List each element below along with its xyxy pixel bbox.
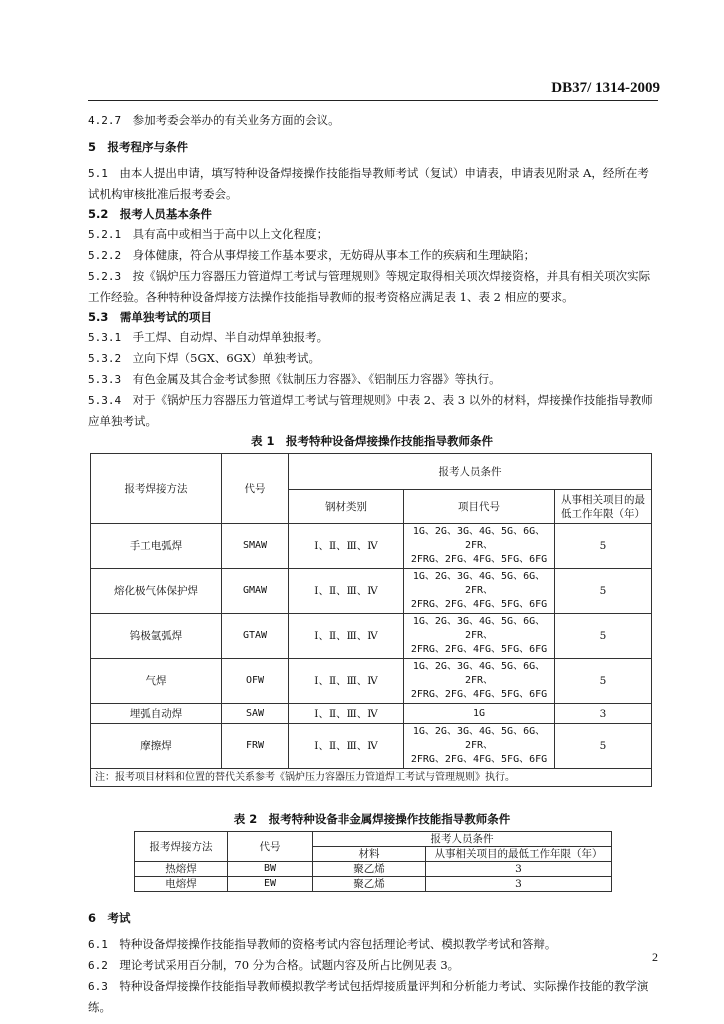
table-2-title: 表 2 报考特种设备非金属焊接操作技能指导教师条件 xyxy=(233,812,511,826)
t1-steel: Ⅰ、Ⅱ、Ⅲ、Ⅳ xyxy=(289,704,404,724)
table-row xyxy=(91,659,652,704)
document-body xyxy=(88,110,656,1017)
t1-item: 1G、2G、3G、4G、5G、6G、2FR、 2FRG、2FG、4FG、5FG、6FG xyxy=(404,524,555,569)
t1-code: GMAW xyxy=(222,569,289,614)
t1-header-steel: 钢材类别 xyxy=(289,490,404,524)
t2-header-material: 材料 xyxy=(313,847,426,862)
t2-method: 热熔焊 xyxy=(135,862,228,877)
clause-5-1: 5.1 由本人提出申请，填写特种设备焊接操作技能指导教师考试（复试）申请表，申请表见附录 A，经所在考试机构审核批准后报考委会。 xyxy=(88,166,649,201)
clause-5-3-4: 5.3.4 对于《锅炉压力容器压力管道焊工考试与管理规则》中表 2、表 3 以外的材料，焊接操作技能指导教师应单独考试。 xyxy=(88,393,653,428)
header-rule xyxy=(88,100,658,101)
t1-method: 埋弧自动焊 xyxy=(91,704,222,724)
t1-years: 5 xyxy=(555,614,652,659)
t1-item: 1G、2G、3G、4G、5G、6G、2FR、 2FRG、2FG、4FG、5FG、6FG xyxy=(404,614,555,659)
table-2 xyxy=(134,831,612,892)
t1-item: 1G xyxy=(404,704,555,724)
t2-header-conditions: 报考人员条件 xyxy=(313,832,612,847)
t1-method: 手工电弧焊 xyxy=(91,524,222,569)
t2-years: 3 xyxy=(426,877,612,892)
t1-header-code: 代号 xyxy=(222,454,289,524)
page-number: 2 xyxy=(652,950,658,964)
t2-header-code: 代号 xyxy=(228,832,313,862)
clause-5-3-3: 5.3.3 有色金属及其合金考试参照《钛制压力容器》、《铝制压力容器》等执行。 xyxy=(88,372,501,386)
t1-years: 5 xyxy=(555,569,652,614)
t1-code: OFW xyxy=(222,659,289,704)
t2-code: EW xyxy=(228,877,313,892)
t2-header-years: 从事相关项目的最低工作年限（年） xyxy=(426,847,612,862)
t1-note: 注：报考项目材料和位置的替代关系参考《锅炉压力容器压力管道焊工考试与管理规则》执行。 xyxy=(91,769,652,787)
table-row xyxy=(135,862,612,877)
table-row xyxy=(135,877,612,892)
t1-header-method: 报考焊接方法 xyxy=(91,454,222,524)
section-5-2-heading: 5.2 报考人员基本条件 xyxy=(88,207,212,221)
t1-item: 1G、2G、3G、4G、5G、6G、2FR、 2FRG、2FG、4FG、5FG、6FG xyxy=(404,569,555,614)
t1-header-conditions: 报考人员条件 xyxy=(289,454,652,490)
table-row xyxy=(91,524,652,569)
t2-material: 聚乙烯 xyxy=(313,862,426,877)
t1-header-item: 项目代号 xyxy=(404,490,555,524)
t1-steel: Ⅰ、Ⅱ、Ⅲ、Ⅳ xyxy=(289,614,404,659)
t2-years: 3 xyxy=(426,862,612,877)
t1-steel: Ⅰ、Ⅱ、Ⅲ、Ⅳ xyxy=(289,569,404,614)
t1-steel: Ⅰ、Ⅱ、Ⅲ、Ⅳ xyxy=(289,524,404,569)
t1-code: FRW xyxy=(222,724,289,769)
t1-method: 气焊 xyxy=(91,659,222,704)
t1-code: SAW xyxy=(222,704,289,724)
t1-item: 1G、2G、3G、4G、5G、6G、2FR、 2FRG、2FG、4FG、5FG、6FG xyxy=(404,724,555,769)
clause-5-2-2: 5.2.2 身体健康，符合从事焊接工作基本要求，无妨碍从事本工作的疾病和生理缺陷； xyxy=(88,248,536,262)
table-row xyxy=(91,569,652,614)
clause-5-2-1: 5.2.1 具有高中或相当于高中以上文化程度； xyxy=(88,227,329,241)
table-1 xyxy=(90,453,652,787)
t2-material: 聚乙烯 xyxy=(313,877,426,892)
table-row xyxy=(91,704,652,724)
t1-method: 摩擦焊 xyxy=(91,724,222,769)
clause-5-3-1: 5.3.1 手工焊、自动焊、半自动焊单独报考。 xyxy=(88,330,329,344)
section-6-heading: 6 考试 xyxy=(88,911,131,925)
standard-code: DB37/ 1314-2009 xyxy=(551,80,660,96)
t1-years: 5 xyxy=(555,524,652,569)
t1-code: GTAW xyxy=(222,614,289,659)
t2-header-method: 报考焊接方法 xyxy=(135,832,228,862)
clause-6-2: 6.2 理论考试采用百分制，70 分为合格。试题内容及所占比例见表 3。 xyxy=(88,958,460,972)
table-1-title: 表 1 报考特种设备焊接操作技能指导教师条件 xyxy=(250,434,493,448)
clause-5-2-3: 5.2.3 按《锅炉压力容器压力管道焊工考试与管理规则》等规定取得相关项次焊接资格，并具有相关项次实际工作经验。各种特种设备焊接方法操作技能指导教师的报考资格应满足表 1、表 2 相应的要求。 xyxy=(88,269,651,304)
t1-steel: Ⅰ、Ⅱ、Ⅲ、Ⅳ xyxy=(289,659,404,704)
t2-method: 电熔焊 xyxy=(135,877,228,892)
t1-years: 5 xyxy=(555,724,652,769)
t1-years: 3 xyxy=(555,704,652,724)
t1-item: 1G、2G、3G、4G、5G、6G、2FR、 2FRG、2FG、4FG、5FG、6FG xyxy=(404,659,555,704)
clause-5-3-2: 5.3.2 立向下焊（5GX、6GX）单独考试。 xyxy=(88,351,321,365)
clause-6-1: 6.1 特种设备焊接操作技能指导教师的资格考试内容包括理论考试、模拟教学考试和答辩。 xyxy=(88,937,557,951)
t2-code: BW xyxy=(228,862,313,877)
t1-code: SMAW xyxy=(222,524,289,569)
t1-method: 钨极氩弧焊 xyxy=(91,614,222,659)
section-5-3-heading: 5.3 需单独考试的项目 xyxy=(88,310,212,324)
t1-header-years: 从事相关项目的最低工作年限（年） xyxy=(555,490,652,524)
section-5-heading: 5 报考程序与条件 xyxy=(88,140,189,154)
table-row xyxy=(91,724,652,769)
t1-steel: Ⅰ、Ⅱ、Ⅲ、Ⅳ xyxy=(289,724,404,769)
clause-6-3: 6.3 特种设备焊接操作技能指导教师模拟教学考试包括焊接质量评判和分析能力考试、实际操作技能的教学演练。 xyxy=(88,979,649,1014)
table-row xyxy=(91,614,652,659)
t1-method: 熔化极气体保护焊 xyxy=(91,569,222,614)
t1-years: 5 xyxy=(555,659,652,704)
clause-4-2-7: 4.2.7 参加考委会举办的有关业务方面的会议。 xyxy=(88,113,340,127)
